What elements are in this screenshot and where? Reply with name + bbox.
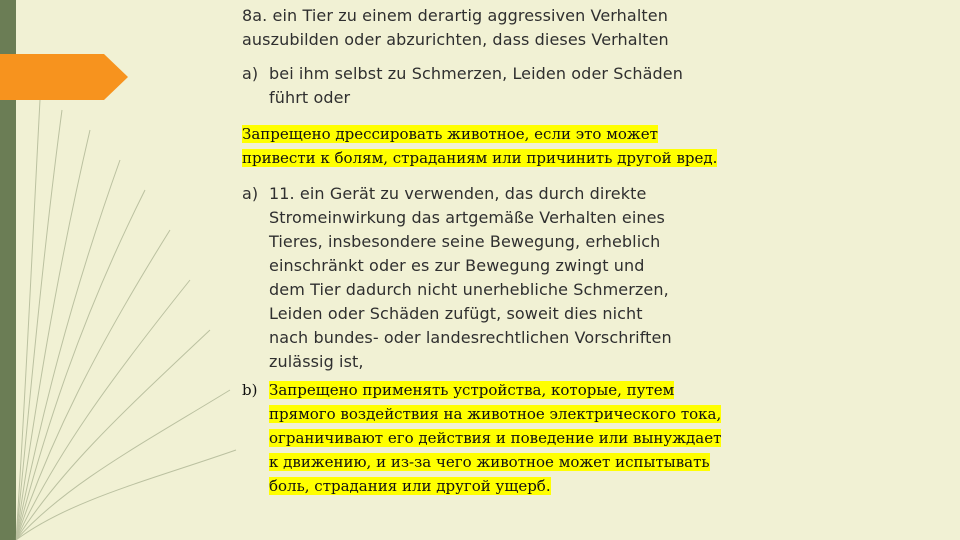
item-b-line: к движению, и из-за чего животное может испытывать [269, 453, 710, 471]
item-b [242, 378, 942, 498]
orange-arrow-icon [0, 54, 128, 100]
item-a-2-line: zulässig ist, [269, 352, 364, 371]
item-a-1-line-2: führt oder [269, 88, 351, 107]
item-a-2-marker: a) [242, 184, 259, 203]
item-a-2-line: Tieres, insbesondere seine Bewegung, erheblich [269, 232, 661, 251]
item-a-2-line: einschränkt oder es zur Bewegung zwingt und [269, 256, 645, 275]
paragraph-8a-line-2: auszubilden oder abzurichten, dass dieses Verhalten [242, 30, 669, 49]
item-a-1 [242, 62, 942, 110]
item-a-2-line: Leiden oder Schäden zufügt, soweit dies nicht [269, 304, 643, 323]
translation-1-line-1: Запрещено дрессировать животное, если это может [242, 125, 658, 143]
translation-1-line-2: привести к болям, страданиям или причинить другой вред. [242, 149, 718, 167]
item-a-1-line-1: bei ihm selbst zu Schmerzen, Leiden oder Schäden [269, 64, 683, 83]
translation-1 [242, 122, 942, 170]
paragraph-8a [242, 4, 942, 52]
item-b-line: прямого воздействия на животное электрического тока, [269, 405, 722, 423]
item-a-2 [242, 182, 942, 374]
paragraph-8a-line-1: 8a. ein Tier zu einem derartig aggressiven Verhalten [242, 6, 668, 25]
item-b-line: Запрещено применять устройства, которые, путем [269, 381, 675, 399]
item-a-2-line: 11. ein Gerät zu verwenden, das durch direkte [269, 184, 647, 203]
item-a-2-line: Stromeinwirkung das artgemäße Verhalten eines [269, 208, 665, 227]
item-a-1-marker: a) [242, 64, 259, 83]
item-b-marker: b) [242, 381, 258, 399]
item-a-2-line: nach bundes- oder landesrechtlichen Vorschriften [269, 328, 672, 347]
slide-content [242, 4, 942, 498]
item-b-line: боль, страдания или другой ущерб. [269, 477, 551, 495]
item-b-line: ограничивают его действия и поведение или вынуждает [269, 429, 722, 447]
item-a-2-line: dem Tier dadurch nicht unerhebliche Schmerzen, [269, 280, 669, 299]
